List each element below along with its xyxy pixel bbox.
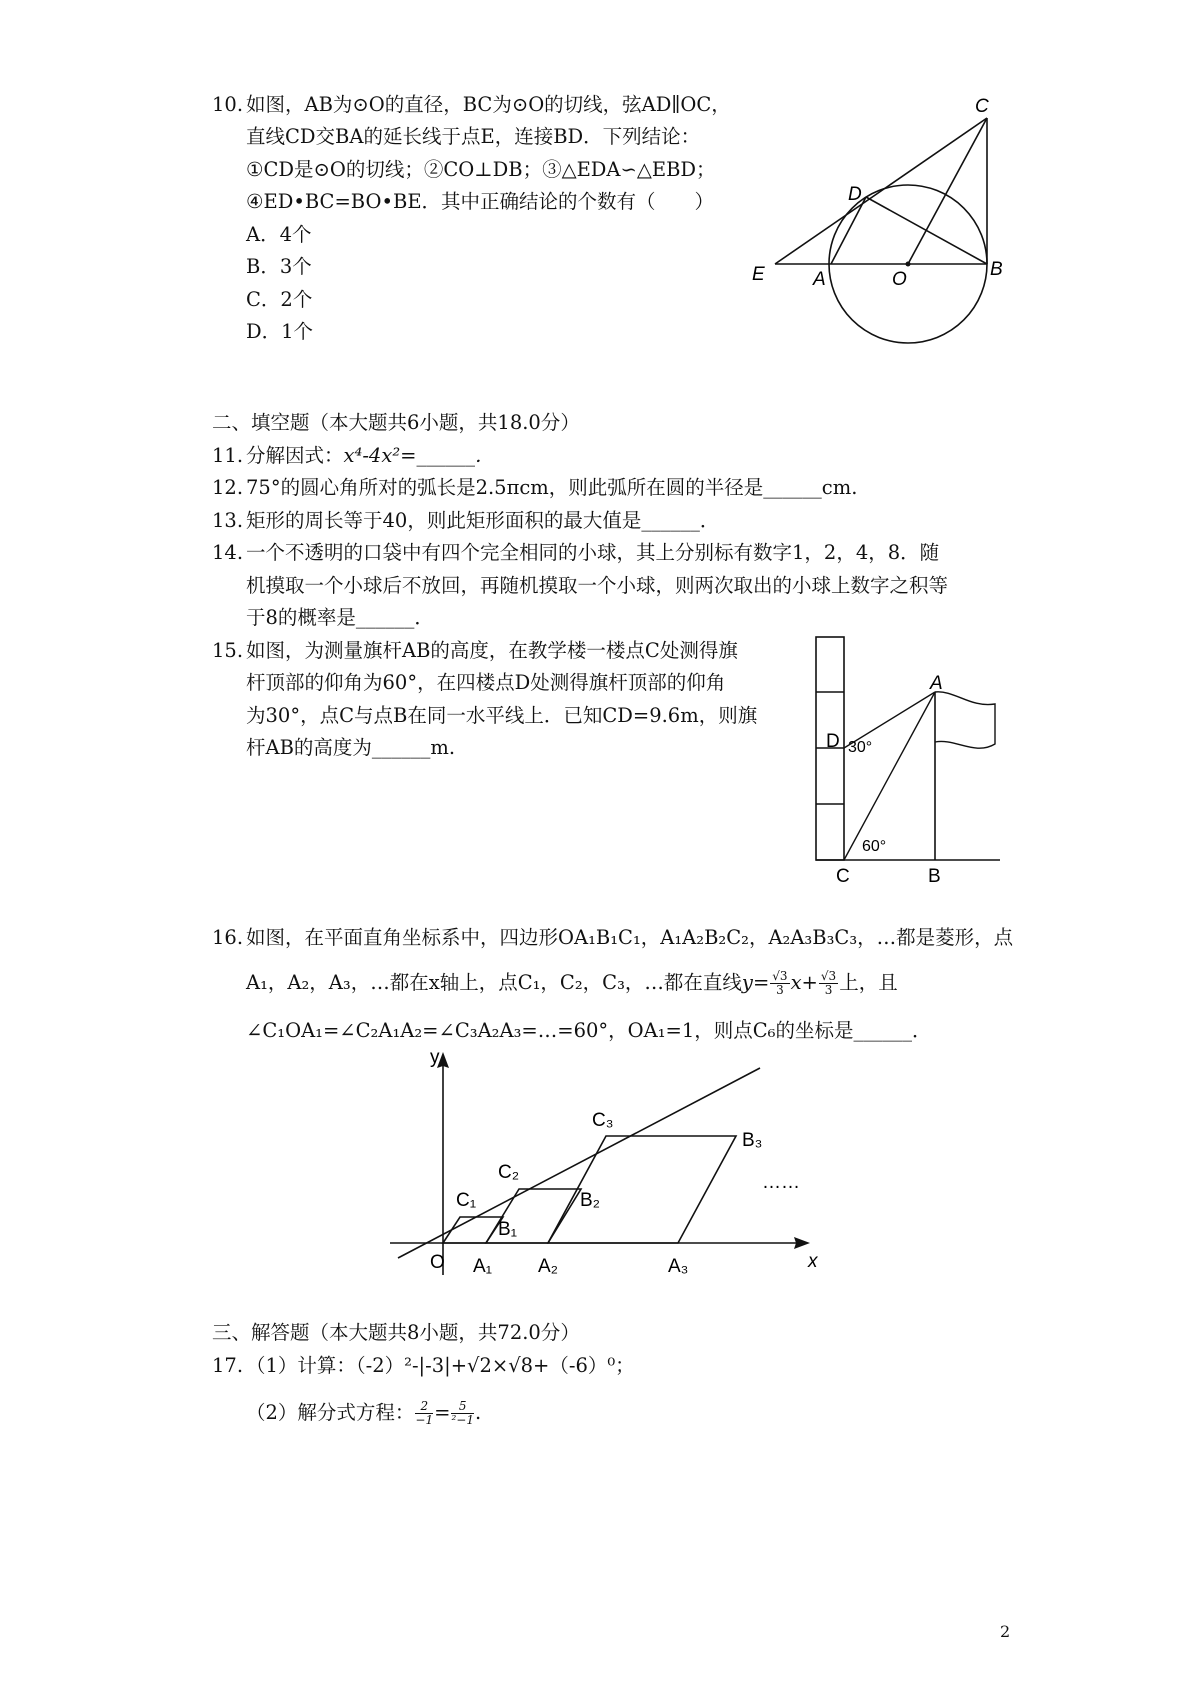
q14-line2: 机摸取一个小球后不放回，再随机摸取一个小球，则两次取出的小球上数字之积等	[246, 574, 949, 597]
q16-line2-x: x+	[790, 971, 818, 994]
q15-label-a: A	[930, 673, 943, 694]
q10-label-c: C	[975, 96, 989, 117]
q14-line3: 于8的概率是______．	[246, 606, 434, 629]
q13-number: 13.	[212, 509, 244, 532]
q16-x-axis-arrow	[794, 1237, 810, 1249]
q15-label-c: C	[836, 866, 850, 887]
q16-label-a1: A₁	[473, 1256, 493, 1277]
q16-label-c2: C₂	[498, 1162, 520, 1183]
q10-option-c: C．2个	[246, 288, 313, 311]
q10-number: 10.	[212, 93, 244, 116]
q16-line2-text-a: A₁，A₂，A₃，…都在x轴上，点C₁，C₂，C₃，…都在直线	[246, 971, 742, 994]
q10-option-a: A．4个	[246, 223, 312, 246]
q16-label-o: O	[430, 1252, 445, 1273]
q15-line2: 杆顶部的仰角为60°，在四楼点D处测得旗杆顶部的仰角	[246, 671, 726, 694]
q16-label-a2: A₂	[538, 1256, 559, 1277]
q10-label-b: B	[990, 259, 1003, 280]
q12-text: 75°的圆心角所对的弧长是2.5πcm，则此弧所在圆的半径是______cm.	[246, 476, 858, 499]
q10-line2: 直线CD交BA的延长线于点E，连接BD．下列结论：	[246, 125, 701, 148]
q17-part2	[246, 1400, 481, 1427]
q15-line3: 为30°，点C与点B在同一水平线上．已知CD=9.6m，则旗	[246, 704, 758, 727]
q13-text: 矩形的周长等于40，则此矩形面积的最大值是______．	[246, 509, 720, 532]
q16-number: 16.	[212, 926, 244, 949]
q15-angle-60: 60°	[862, 838, 887, 855]
q16-line2-y: y=	[741, 971, 770, 994]
q16-line1: 如图，在平面直角坐标系中，四边形OA₁B₁C₁，A₁A₂B₂C₂，A₂A₃B₃C₃，…都是菱形，点	[246, 926, 1014, 949]
q16-label-y: y	[430, 1047, 440, 1068]
q16-slope-fraction: $\frac{√3}{3}$	[772, 969, 788, 997]
q14-number: 14.	[212, 541, 244, 564]
q10-line1: 如图，AB为⊙O的直径，BC为⊙O的切线，弦AD∥OC，	[246, 93, 731, 116]
q10-option-b: B．3个	[246, 255, 312, 278]
q17-number: 17.	[212, 1354, 244, 1377]
q11-number: 11.	[212, 444, 244, 467]
q17-part2-prefix: （2）解分式方程：	[246, 1401, 415, 1424]
q11-expression: x⁴-4x²=______．	[343, 444, 495, 467]
page-number: 2	[1000, 1622, 1011, 1641]
q15-line1: 如图，为测量旗杆AB的高度，在教学楼一楼点C处测得旗	[246, 639, 738, 662]
q16-intercept-fraction: $\frac{√3}{3}$	[820, 969, 837, 997]
section3-title: 三、解答题（本大题共8小题，共72.0分）	[212, 1321, 580, 1344]
q10-label-o: O	[892, 269, 907, 290]
section2-title: 二、填空题（本大题共6小题，共18.0分）	[212, 411, 580, 434]
q16-label-c1: C₁	[456, 1190, 477, 1211]
q16-label-b3: B₃	[742, 1130, 763, 1151]
q15-angle-30: 30°	[848, 739, 873, 756]
q15-line4: 杆AB的高度为______m.	[246, 736, 456, 759]
q15-label-d: D	[826, 731, 840, 752]
q16-label-b2: B₂	[580, 1190, 601, 1211]
q10-label-d: D	[848, 184, 862, 205]
q10-label-a: A	[813, 269, 826, 290]
q16-label-c3: C₃	[592, 1110, 614, 1131]
q17-fraction-left: $\frac{2}{-1}$	[415, 1399, 434, 1427]
q14-line1: 一个不透明的口袋中有四个完全相同的小球，其上分别标有数字1，2，4，8．随	[246, 541, 940, 564]
q15-number: 15.	[212, 639, 244, 662]
q17-fraction-right: $\frac{5}{\text{²−1}}$	[451, 1399, 474, 1427]
q16-rhombus-3	[548, 1136, 736, 1243]
q17-equals: =	[434, 1401, 451, 1424]
q16-label-dots: ……	[762, 1172, 800, 1193]
q10-line4: ④ED•BC=BO•BE．其中正确结论的个数有（ ）	[246, 190, 715, 213]
q10-option-d: D．1个	[246, 320, 314, 343]
q12-number: 12.	[212, 476, 244, 499]
q16-label-b1: B₁	[498, 1219, 518, 1240]
q16-line2-text-b: 上，且	[839, 971, 898, 994]
q16-line3: ∠C₁OA₁=∠C₂A₁A₂=∠C₃A₂A₃=…=60°，OA₁=1，则点C₆的坐标是______．	[246, 1019, 932, 1042]
q17-end: .	[474, 1401, 482, 1424]
q10-line3: ①CD是⊙O的切线；②CO⊥DB；③△EDA∽△EBD；	[246, 158, 716, 181]
q16-label-a3: A₃	[668, 1256, 689, 1277]
q10-label-e: E	[752, 264, 765, 285]
q11-prefix: 分解因式：	[246, 444, 344, 467]
q16-label-x: x	[808, 1251, 818, 1272]
q17-part1: （1）计算：（-2）²-|-3|+√2×√8+（-6）⁰；	[246, 1354, 635, 1377]
q15-label-b: B	[928, 866, 941, 887]
